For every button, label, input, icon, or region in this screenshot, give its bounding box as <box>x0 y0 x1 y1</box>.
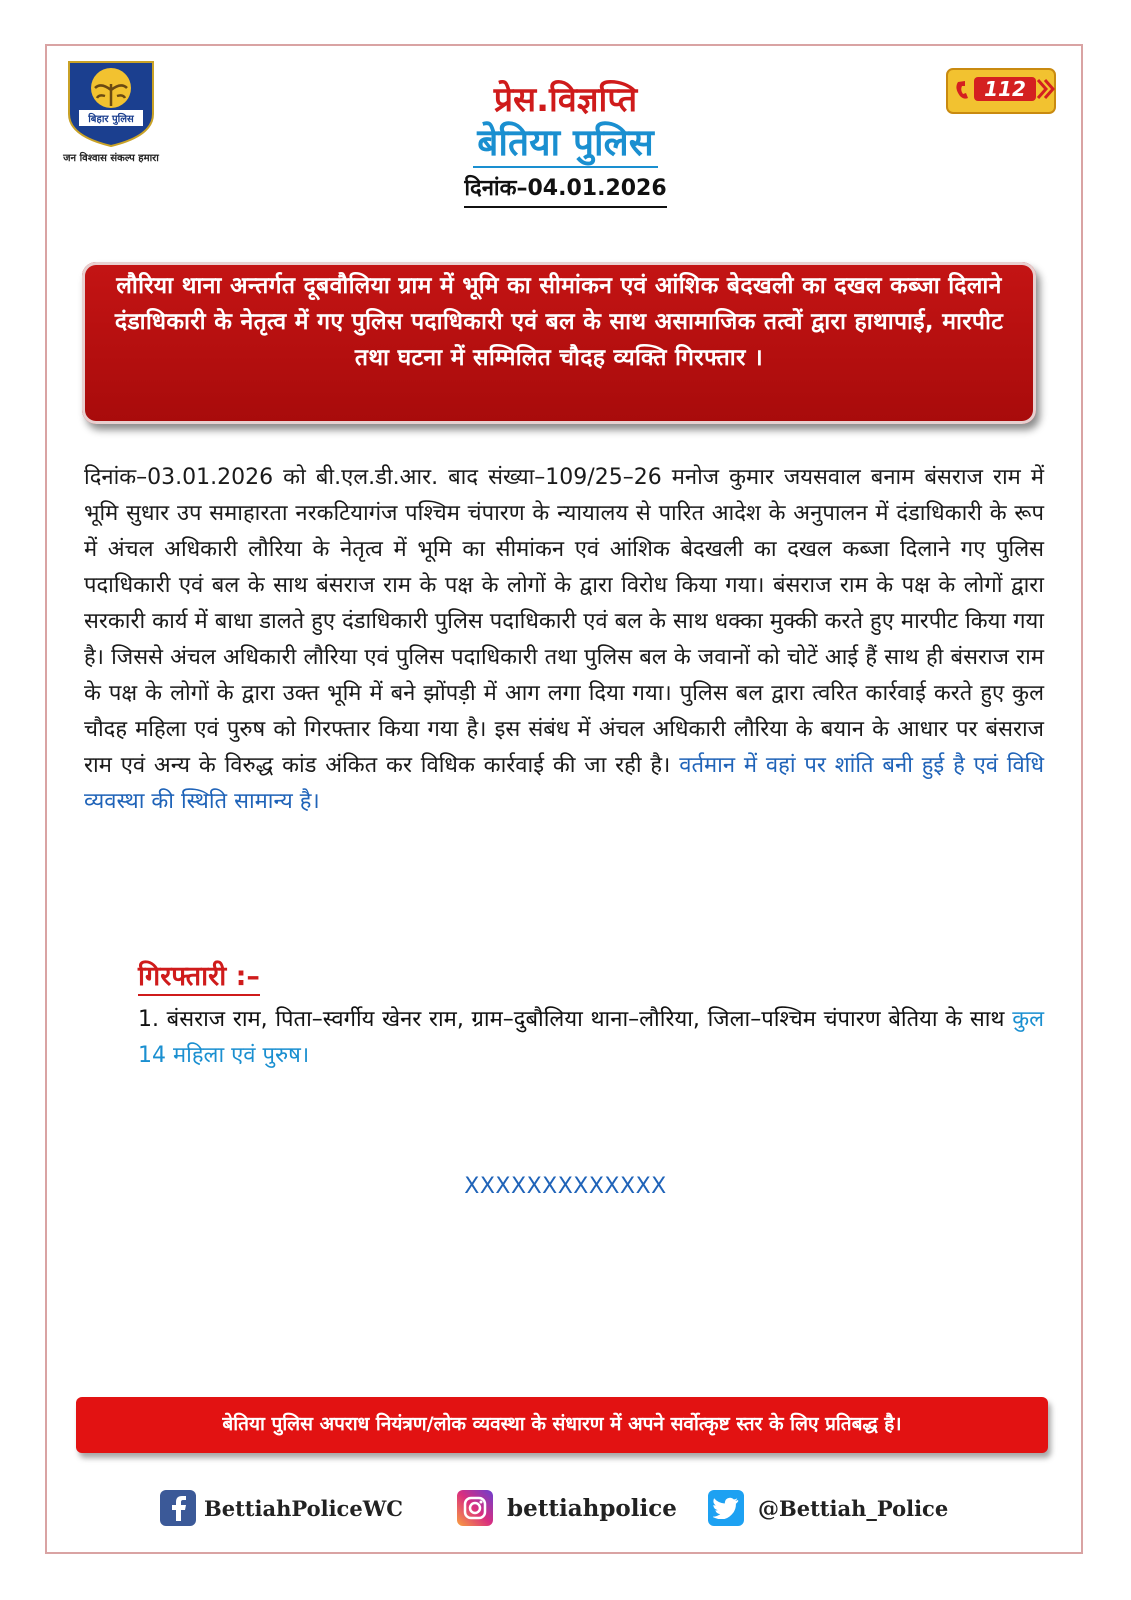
facebook-icon <box>160 1490 196 1526</box>
arrest-item <box>138 1002 1044 1074</box>
arrest-item-text: 1. बंसराज राम, पिता–स्वर्गीय खेनर राम, ग्राम–दुबौलिया थाना–लौरिया, जिला–पश्चिम चंपारण बेतिया के साथ <box>138 1007 1005 1032</box>
logo-slogan: जन विश्वास संकल्प हमारा <box>63 153 159 164</box>
press-header <box>0 80 1131 208</box>
arrest-heading: गिरफ्तारी :– <box>138 960 260 996</box>
svg-text:112: 112 <box>984 77 1026 101</box>
headline-box: लौरिया थाना अन्तर्गत दूबवौलिया ग्राम में भूमि का सीमांकन एवं आंशिक बेदखली का दखल कब्जा दिलाने दंडाधिकारी के नेतृत्व में गए पुलिस पदाधिकारी एवं बल के साथ असामाजिक तत्वों द्वारा हाथापाई, मारपीट तथा घटना में सम्मिलित चौदह व्यक्ति गिरफ्तार । <box>82 262 1036 424</box>
arrest-item-highlight: कुल 14 महिला एवं पुरुष। <box>138 1007 1044 1068</box>
twitter-icon <box>708 1490 744 1526</box>
body-main-text: दिनांक–03.01.2026 को बी.एल.डी.आर. बाद संख्या–109/25–26 मनोज कुमार जयसवाल बनाम बंसराज राम में भूमि सुधार उप समाहारता नरकटियागंज पश्चिम चंपारण के न्यायालय से पारित आदेश के अनुपालन में दंडाधिकारी के रूप में अंचल अधिकारी लौरिया के नेतृत्व में भूमि का सीमांकन एवं आंशिक बेदखली का दखल कब्जा दिलाने गए पुलिस पदाधिकारी एवं बल के साथ बंसराज राम के पक्ष के लोगों के द्वारा विरोध किया गया। बंसराज राम के पक्ष के लोगों द्वारा सरकारी कार्य में बाधा डालते हुए दंडाधिकारी पुलिस पदाधिकारी एवं बल के साथ धक्का मुक्की करते हुए मारपीट किया गया है। जिससे अंचल अधिकारी लौरिया एवं पुलिस पदाधिकारी तथा पुलिस बल के जवानों को चोटें आई हैं साथ ही बंसराज राम के पक्ष के लोगों के द्वारा उक्त भूमि में बने झोंपड़ी में आग लगा दिया गया। पुलिस बल द्वारा त्वरित कार्रवाई करते हुए कुल चौदह महिला एवं पुरुष को गिरफ्तार किया गया है। इस संबंध में अंचल अधिकारी लौरिया के बयान के आधार पर बंसराज राम एवं अन्य के विरुद्ध कांड अंकित कर विधिक कार्रवाई की जा रही है। <box>84 465 1044 778</box>
facebook-handle[interactable]: BettiahPoliceWC <box>204 1495 403 1521</box>
separator-line: XXXXXXXXXXXXX <box>464 1174 667 1199</box>
bettiah-police-title: बेतिया पुलिस <box>473 120 657 168</box>
footer-banner: बेतिया पुलिस अपराध नियंत्रण/लोक व्यवस्था के संधारण में अपने सर्वोत्कृष्ट स्तर के लिए प्रतिबद्ध है। <box>76 1397 1048 1453</box>
facebook-link[interactable] <box>160 1488 403 1528</box>
release-date: दिनांक–04.01.2026 <box>464 172 666 208</box>
svg-text:बिहार पुलिस: बिहार पुलिस <box>88 114 134 125</box>
instagram-icon <box>457 1490 493 1526</box>
instagram-link[interactable] <box>457 1488 677 1528</box>
arrest-section <box>138 960 1044 1074</box>
body-paragraph <box>84 460 1044 820</box>
body-highlight-text: वर्तमान में वहां पर शांति बनी हुई है एवं विधि व्यवस्था की स्थिति सामान्य है। <box>84 753 1044 814</box>
twitter-handle[interactable]: @Bettiah_Police <box>758 1495 949 1521</box>
press-release-title: प्रेस.विज्ञप्ति <box>493 80 638 120</box>
instagram-handle[interactable]: bettiahpolice <box>507 1494 677 1522</box>
twitter-link[interactable] <box>708 1488 948 1528</box>
